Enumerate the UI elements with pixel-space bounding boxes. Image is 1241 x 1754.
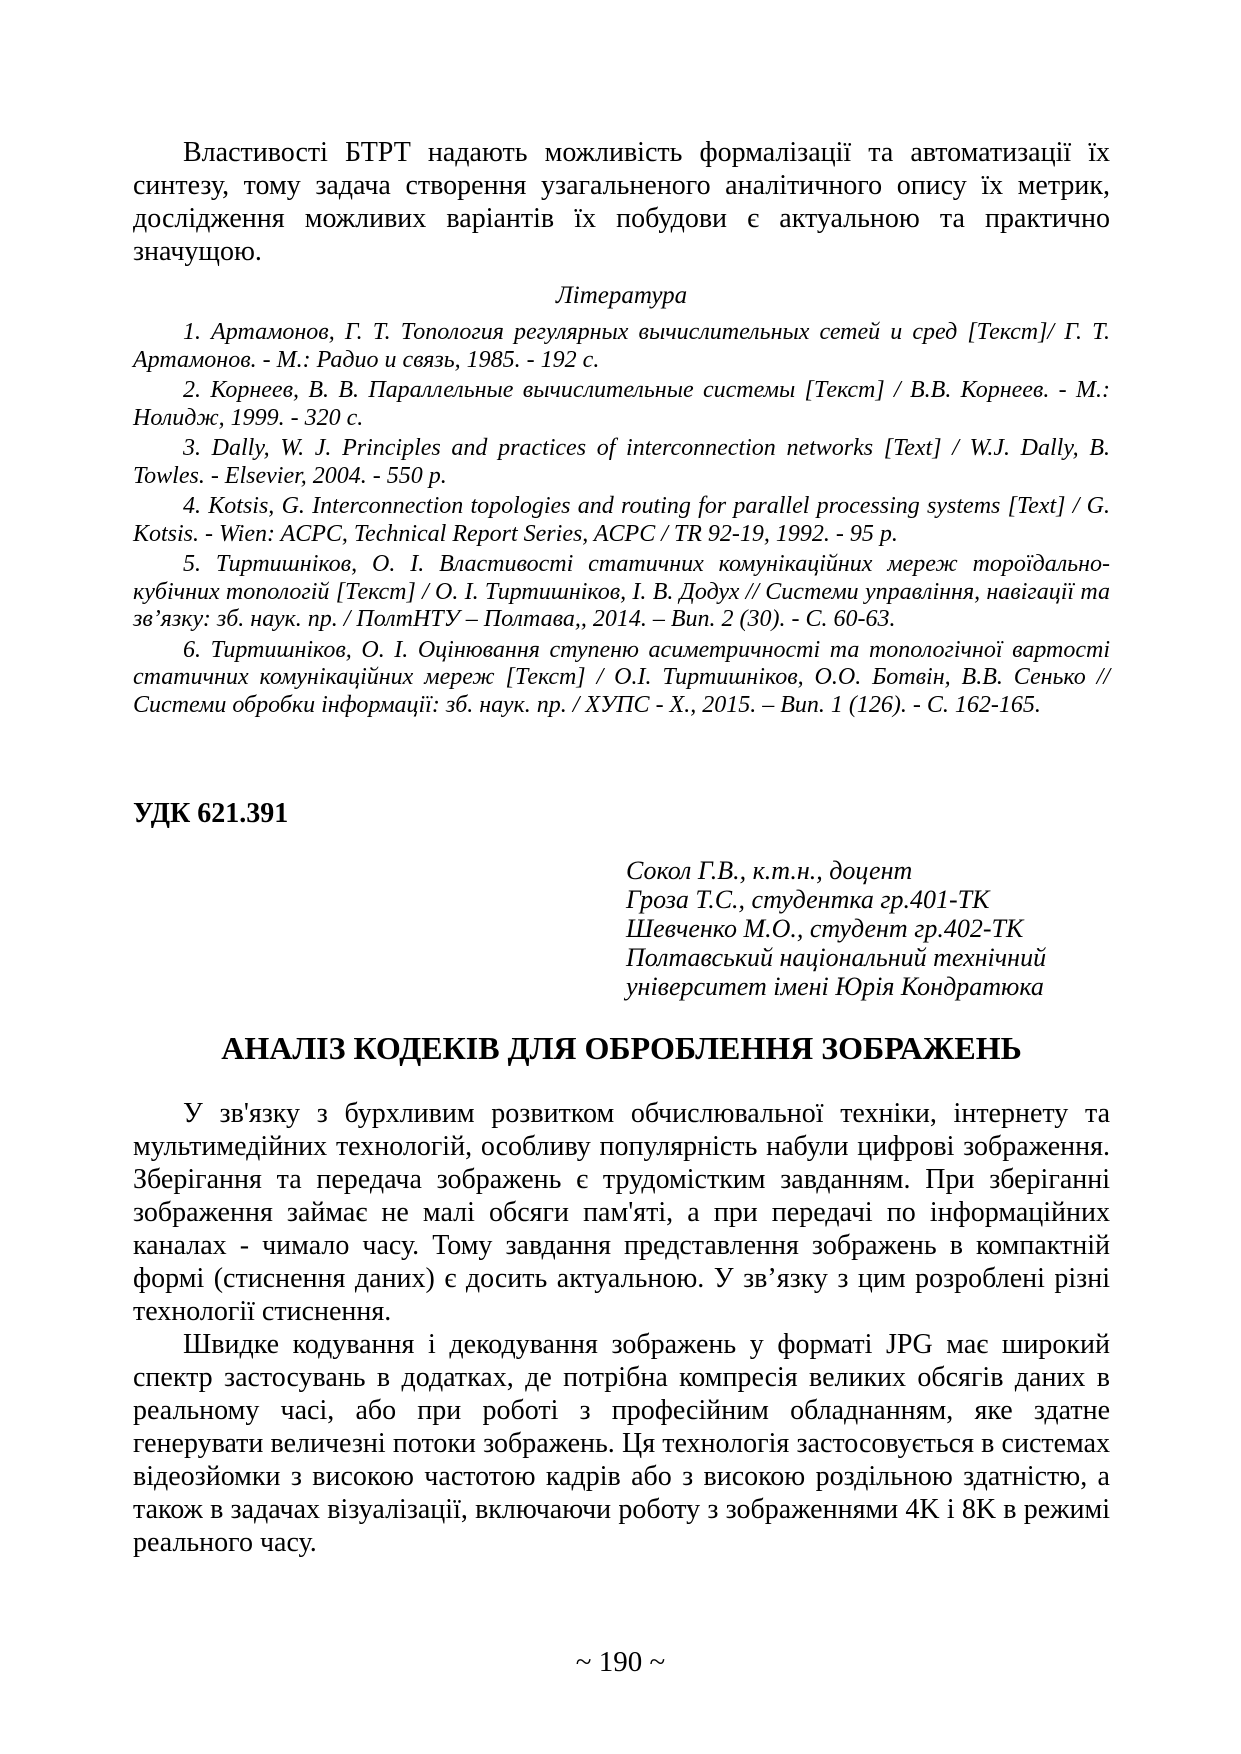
affiliation-line: університет імені Юрія Кондратюка: [626, 972, 1044, 1001]
reference-item: 3. Dally, W. J. Principles and practices of interconnection networks [Text] / W.J. Dally, B. Towles. - Elsevier, 2004. - 550 p.: [133, 435, 1110, 489]
authors-block: [626, 856, 1110, 1001]
page-content: [133, 136, 1110, 1559]
literature-heading: Література: [555, 282, 688, 309]
author-line: Шевченко М.О., студент гр.402-ТК: [626, 914, 1024, 943]
reference-item: 6. Тиртишніков, О. І. Оцінювання ступеню асиметричності та топологічної вартості статичних комунікаційних мереж [Текст] / О.І. Тиртишніков, О.О. Ботвін, В.В. Сенько // Системи обробки інформації: зб. наук. пр. / ХУПС - Х., 2015. – Вип. 1 (126). - С. 162-165.: [133, 636, 1110, 718]
page-number: ~ 190 ~: [575, 1646, 666, 1678]
reference-item: 5. Тиртишніков, О. І. Властивості статичних комунікаційних мереж тороїдально-кубічних топологій [Текст] / О. І. Тиртишніков, І. В. Додух // Системи управління, навігації та зв’язку: зб. наук. пр. / ПолтНТУ – Полтава,, 2014. – Вип. 2 (30). - С. 60-63.: [133, 551, 1110, 632]
reference-item: 1. Артамонов, Г. Т. Топология регулярных вычислительных сетей и сред [Текст]/ Г. Т. Артамонов. - М.: Радио и связь, 1985. - 192 с.: [133, 319, 1110, 373]
reference-list: [133, 319, 1110, 719]
intro-paragraph: Властивості БТРТ надають можливість формалізації та автоматизації їх синтезу, тому задача створення узагальненого аналітичного опису їх метрик, дослідження можливих варіантів їх побудови є актуальною та практично значущою.: [133, 137, 1110, 267]
reference-item: 4. Kotsis, G. Interconnection topologies and routing for parallel processing systems [Text] / G. Kotsis. - Wien: ACPC, Technical Report Series, ACPC / TR 92-19, 1992. - 95 p.: [133, 493, 1110, 547]
udc-code: УДК 621.391: [133, 798, 289, 829]
article-title: АНАЛІЗ КОДЕКІВ ДЛЯ ОБРОБЛЕННЯ ЗОБРАЖЕНЬ: [221, 1030, 1022, 1066]
body-paragraph: Швидке кодування і декодування зображень у форматі JPG має широкий спектр застосувань в додатках, де потрібна компресія великих обсягів даних в реальному часі, або при роботі з професійним обладнанням, яке здатне генерувати величезні потоки зображень. Ця технологія застосовується в системах відеозйомки з високою частотою кадрів або з високою роздільною здатністю, а також в задачах візуалізації, включаючи роботу з зображеннями 4K і 8K в режимі реального часу.: [133, 1329, 1110, 1558]
body-paragraph: У зв'язку з бурхливим розвитком обчислювальної техніки, інтернету та мультимедійних технологій, особливу популярність набули цифрові зображення. Зберігання та передача зображень є трудомістким завданням. При зберіганні зображення займає не малі обсяги пам'яті, а при передачі по інформаційних каналах - чимало часу. Тому завдання представлення зображень в компактній формі (стиснення даних) є досить актуальною. У зв’язку з цим розроблені різні технології стиснення.: [133, 1098, 1110, 1327]
author-line: Гроза Т.С., студентка гр.401-ТК: [626, 885, 990, 914]
reference-item: 2. Корнеев, В. В. Параллельные вычислительные системы [Текст] / В.В. Корнеев. - М.: Нолидж, 1999. - 320 с.: [133, 377, 1110, 431]
author-line: Сокол Г.В., к.т.н., доцент: [626, 856, 913, 885]
affiliation-line: Полтавський національний технічний: [626, 943, 1047, 972]
